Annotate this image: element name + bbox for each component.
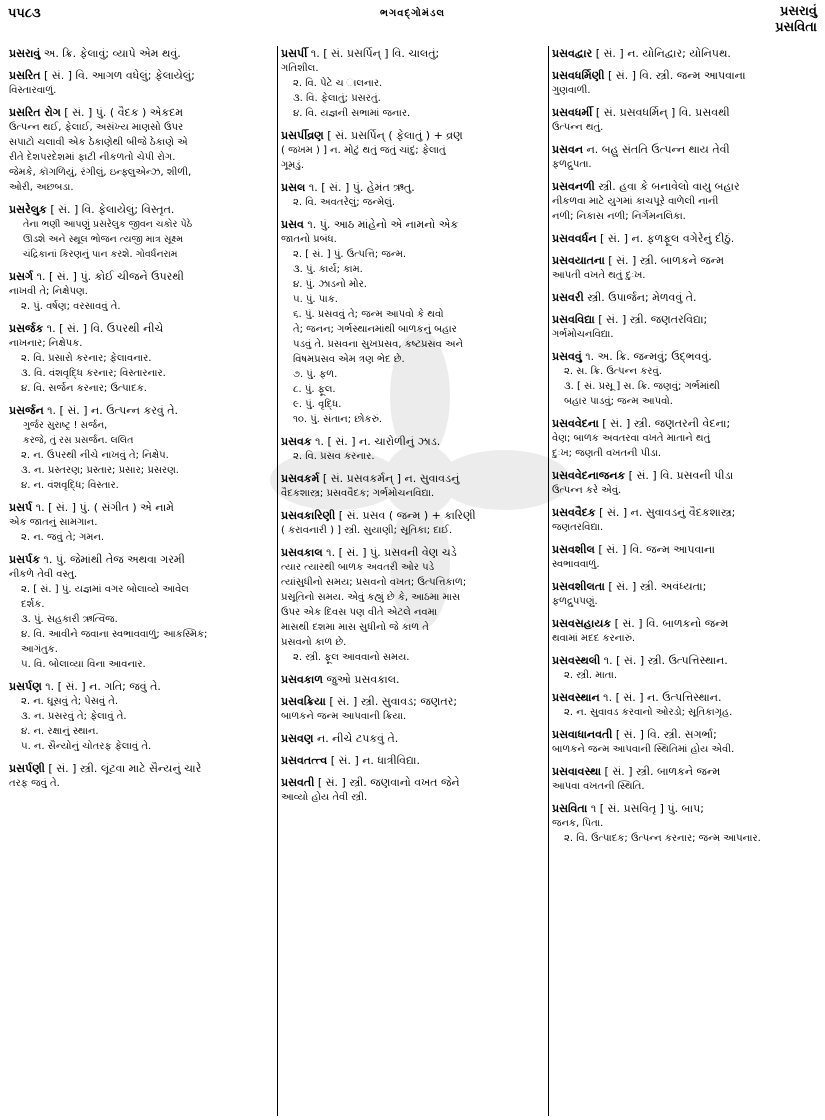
entry-sense: ૨. ન. ઉપરથી નીચે નાખવું તે; નિક્ષેપ.	[21, 450, 169, 461]
entry-line-headword: પ્રસવવેદના [ સં. ] સ્ત્રી. જણતરની વેદના;	[552, 417, 731, 430]
entry-sense: ૪. વિ. સર્જન કરનાર; ઉત્પાદક.	[21, 383, 147, 394]
entry-sense: ૨. ન. સુવાવડ કરવાનો ઓરડો; સૂતિકાગૃહ.	[564, 707, 733, 718]
entry-line-headword: પ્રસવતી [ સં. ] સ્ત્રી. જણવાનો વખત જેને	[281, 776, 460, 789]
entry-line-headword: પ્રસરિત રોગ [ સં. ] પું. ( વૈદક ) એકદમ	[9, 106, 184, 119]
dictionary-entry	[281, 731, 545, 746]
dictionary-entry	[552, 290, 816, 305]
entry-line-headword: પ્રસર્પી ૧. [ સં. પ્રસર્પિન્ ] વિ. ચાલતું;	[281, 47, 440, 60]
entry-sense: ૯. પું. વૃદ્ધિ.	[293, 399, 342, 410]
entry-line-headword: પ્રસવ ૧. પું. આઠ માંહેનો એ નામનો એક	[281, 218, 459, 231]
page-number: પપ૮૩	[8, 6, 41, 21]
headword: પ્રસવસ્થલી	[552, 654, 601, 667]
headword: પ્રસર્જન	[9, 404, 44, 417]
entry-line: ઓરી, અછબડા.	[9, 182, 74, 193]
dictionary-entry	[281, 180, 545, 210]
entry-line: દુઃખ; જણતી વખતની પીડા.	[552, 448, 662, 459]
headword: પ્રસવન	[552, 143, 584, 156]
entry-line-headword: પ્રસવાધાનવતી [ સં. ] વિ. સ્ત્રી. સગર્ભા;	[552, 728, 717, 741]
dictionary-entry	[9, 403, 274, 493]
column-left	[6, 46, 277, 1116]
entry-sense: ૨. સ. ક્રિ. ઉત્પન્ન કરવું.	[564, 366, 662, 377]
dictionary-entry	[281, 672, 545, 687]
headword: પ્રસરિત	[9, 69, 41, 82]
headword: પ્રસવનળી	[552, 180, 595, 193]
entry-sense: ૬. પું. પ્રસવવું તે; જન્મ આપવો કે થવો	[293, 309, 444, 320]
dictionary-entry	[552, 46, 816, 61]
dictionary-entry	[9, 552, 274, 672]
entry-line-headword: પ્રસરાવું અ. ક્રિ. ફેલાવું; વ્યાપે એમ થવું.	[9, 47, 181, 60]
entry-sense: ૩. ન. પ્રસરવું તે; ફેલાવું તે.	[21, 711, 127, 722]
dictionary-entry	[9, 68, 274, 98]
dictionary-entry	[9, 321, 274, 396]
entry-line: નીકળવા માટે યુગમાં કાચપૂરે વાળેલી નાની	[552, 196, 719, 207]
entry-line: નળી; નિકાસ નળી; નિર્ગમનલિકા.	[552, 211, 686, 222]
headword: પ્રસવવૈદક	[552, 506, 596, 519]
entry-line: જણતરવિદ્યા.	[552, 522, 604, 533]
entry-line: બાળકને જન્મ આપવાની ક્રિયા.	[281, 711, 407, 722]
entry-sense: ૨. ન. ઘૂસવું તે; પેસવું તે.	[21, 696, 119, 707]
entry-line: ઉપર એક દિવસ પણ વીતે એટલે નવમા	[281, 607, 438, 618]
headword: પ્રસરિત રોગ	[9, 106, 61, 119]
dictionary-entry	[552, 416, 816, 461]
entry-line-headword: પ્રસર્જક ૧. [ સં. ] વિ. ઉપરથી નીચે	[9, 322, 164, 335]
dictionary-entry	[281, 694, 545, 724]
entry-line-headword: પ્રસવકાળ જુઓ પ્રસવકાલ.	[281, 673, 400, 686]
headword: પ્રસવસહાયક	[552, 617, 612, 630]
entry-line: પ્રસૂતિનો સમય. એવું કહ્યું છે કે, આઠમા માસ	[281, 592, 461, 603]
entry-line: આપતી વખતે થતું દુઃખ.	[552, 270, 646, 281]
entry-line-headword: પ્રસર્પણ ૧. [ સં. ] ન. ગતિ; જવું તે.	[9, 680, 161, 693]
entry-line-headword: પ્રસવક્રિયા [ સં. ] સ્ત્રી. સુવાવડ; જણતર;	[281, 695, 458, 708]
entry-sense: ૨. ન. જવું તે; ગમન.	[21, 532, 105, 543]
dictionary-entry	[281, 775, 545, 805]
entry-line: ગૂમડું.	[281, 160, 305, 171]
headword: પ્રસવધર્મિણી	[552, 69, 605, 82]
entry-sense: ૨. વિ. પેટે ચ ાલનાર.	[293, 78, 383, 89]
entry-sense: પડવું તે. પ્રસવના સુખપ્રસવ, કષ્ટપ્રસવ અને	[293, 339, 464, 350]
entry-quotation: ચંદ્રિકાનાં કિરણનું પાન કરશે. ગોવર્ધનરામ	[23, 249, 178, 260]
headword: પ્રસવવિદ્યા	[552, 313, 595, 326]
entry-sense: ૫. પું. પાક.	[293, 294, 338, 305]
entry-line: રીતે દેશપરદેશમાં ફાટી નીકળતો ચેપી રોગ.	[9, 152, 176, 163]
headword: પ્રસવક	[281, 435, 312, 448]
entry-sense: ૩. વિ. વંશવૃદ્ધિ કરનાર; વિસ્તારનાર.	[21, 368, 166, 379]
entry-line: જનક, પિતા.	[552, 818, 604, 829]
entry-line: ફળદ્રુપતા.	[552, 159, 592, 170]
entry-quotation: કરજે, તું રસ પ્રસર્જન. લલિત	[23, 435, 134, 446]
entry-line-headword: પ્રસરેલુક [ સં. ] વિ. ફેલાયેલું; વિસ્તૃત.	[9, 203, 175, 216]
headword: પ્રસવવર્ધન	[552, 232, 597, 245]
entry-line: થવામાં મદદ કરનારું.	[552, 633, 636, 644]
entry-sense: ૮. પું. ફૂલ.	[293, 384, 336, 395]
entry-line: ઉત્પન્ન થતું.	[552, 122, 604, 133]
entry-line: એક જાતનું સામગાન.	[9, 517, 98, 528]
entry-sense: ૭. પું. ફળ.	[293, 369, 338, 380]
dictionary-entry	[281, 128, 545, 173]
entry-sense: ૨. વિ. અવતરેલું; જન્મેલું.	[293, 197, 396, 208]
headword: પ્રસવસ્થાન	[552, 691, 600, 704]
headword: પ્રસવદ્વાર	[552, 47, 593, 60]
guide-word-top: પ્રસરાવું	[780, 4, 817, 19]
entry-sense: ૩. પું. સહકારી ઋત્વિજ.	[21, 614, 118, 625]
entry-sense: ૩. પું. કાર્ય; કામ.	[293, 264, 363, 275]
entry-line-headword: પ્રસવકાલ ૧. [ સં. ] પું. પ્રસવની વેણ ચડે	[281, 546, 457, 559]
entry-line-headword: પ્રસર્ગ ૧. [ સં. ] પું. કોઈ ચીજને ઉપરથી	[9, 270, 184, 283]
book-title: ભગવદ્ગોમંડલ	[379, 8, 446, 19]
entry-sense: બહાર પાડવું; જન્મ આપવો.	[564, 396, 673, 407]
dictionary-entry	[552, 616, 816, 646]
entry-sense: ૨. વિ. ઉત્પાદક; ઉત્પન્ન કરનાર; જન્મ આપનાર.	[564, 833, 761, 844]
entry-line-headword: પ્રસવયાતના [ સં. ] સ્ત્રી. બાળકને જન્મ	[552, 254, 724, 267]
entry-sense: ૨. [ સં. ] પું. ઉત્પત્તિ; જન્મ.	[293, 249, 407, 260]
entry-sense: ૪. વિ. યજ્ઞની સભામાં જનાર.	[293, 108, 411, 119]
headword: પ્રસવશીલતા	[552, 580, 605, 593]
entry-line-headword: પ્રસવદ્વાર [ સં. ] ન. યોનિદ્વાર; યોનિપથ.	[552, 47, 731, 60]
entry-line-headword: પ્રસર્જન ૧. [ સં. ] ન. ઉત્પન્ન કરવું તે.	[9, 404, 179, 417]
entry-line-headword: પ્રસવાવસ્થા [ સં. ] સ્ત્રી. બાળકને જન્મ	[552, 765, 721, 778]
entry-line: ત્યાંસુધીનો સમય; પ્રસવનો વખત; ઉત્પત્તિકાળ;	[281, 577, 467, 588]
entry-line: વિસ્તારવાળું.	[9, 85, 57, 96]
entry-line: ગતિશીલ.	[281, 63, 319, 74]
dictionary-entry	[552, 690, 816, 720]
guide-word-bottom: પ્રસવિતા	[775, 20, 817, 35]
entry-line-headword: પ્રસવન ન. બહુ સંતતિ ઉત્પન્ન થાય તેવી	[552, 143, 730, 156]
entry-quotation: ઊડશે અને સ્થૂલ ભોજન ત્યજી માત્ર સૂક્ષ્મ	[23, 234, 184, 245]
entry-line-headword: પ્રસવસ્થાન ૧. [ સં. ] ન. ઉત્પત્તિસ્થાન.	[552, 691, 722, 704]
dictionary-entry	[552, 231, 816, 246]
dictionary-entry	[552, 468, 816, 498]
headword: પ્રસવકારિણી	[281, 509, 336, 522]
entry-line-headword: પ્રસવક ૧. [ સં. ] ન. ચારોળીનું ઝાડ.	[281, 435, 441, 448]
entry-sense: આગંતુક.	[21, 644, 58, 655]
entry-sense: ૨. [ સં. ] પું. યજ્ઞમાં વગર બોલાવ્યે આવેલ	[21, 584, 189, 595]
headword: પ્રસર્પક	[9, 553, 40, 566]
entry-line: માસથી દશમા માસ સુધીનો જે કાળ તે	[281, 622, 429, 633]
entry-line: ( જખમ ) ] ન. મોટું થતું જતું ચાંદું; ફેલાતું	[281, 145, 446, 156]
entry-line: ગુણવાળી.	[552, 85, 591, 96]
headword: પ્રસરેલુક	[9, 203, 47, 216]
entry-sense: ૧૦. પું. સંતાન; છોકરું.	[293, 414, 383, 425]
headword: પ્રસલ	[281, 181, 306, 194]
guide-words	[775, 4, 817, 36]
entry-sense: ૨. વિ. પ્રસારો કરનાર; ફેલાવનાર.	[21, 353, 152, 364]
dictionary-entry	[9, 269, 274, 314]
dictionary-entry	[281, 545, 545, 665]
entry-line-headword: પ્રસવધર્મિણી [ સં. ] વિ. સ્ત્રી. જન્મ આપવાના	[552, 69, 746, 82]
dictionary-entry	[552, 505, 816, 535]
entry-line: નીકળે તેવી વસ્તુ.	[9, 569, 78, 580]
entry-sense: ૫. ન. સૈન્યોનું ચોતરફ ફેલાવું તે.	[21, 741, 152, 752]
entry-line: નાખવી તે; નિક્ષેપણ.	[9, 286, 88, 297]
entry-line: આપવા વખતની સ્થિતિ.	[552, 781, 645, 792]
column-right	[548, 46, 819, 1116]
entry-sense: ૨. વિ. પ્રસવ કરનાર.	[293, 451, 375, 462]
entry-line-headword: પ્રસવકારિણી [ સં. પ્રસવ ( જન્મ ) + કારિણી	[281, 509, 476, 522]
dictionary-entry	[552, 542, 816, 572]
entry-line-headword: પ્રસવિતા ૧ [ સં. પ્રસવિતૃ ] પું. બાપ;	[552, 802, 704, 815]
dictionary-columns	[6, 46, 819, 1116]
entry-sense: ૫. વિ. બોલાવ્યા વિના આવનાર.	[21, 659, 146, 670]
entry-line: ફળદ્રુપપણું.	[552, 596, 598, 607]
entry-line-headword: પ્રસવવર્ધન [ સં. ] ન. ફળફૂલ વગેરેનું દીઠું.	[552, 232, 735, 245]
dictionary-entry	[552, 349, 816, 409]
entry-sense: ૩. ન. પ્રસ્તરણ; પ્રસ્તાર; પ્રસાર; પ્રસરણ.	[21, 465, 179, 476]
entry-sense: તે; જનન; ગર્ભસ્થાનમાંથી બાળકનું બહાર	[293, 324, 457, 335]
dictionary-entry	[9, 202, 274, 262]
dictionary-entry	[552, 727, 816, 757]
headword: પ્રસવવું	[552, 350, 582, 363]
entry-line: સ્વભાવવાળું.	[552, 559, 600, 570]
headword: પ્રસવ	[281, 218, 304, 231]
entry-line-headword: પ્રસર્પણી [ સં. ] સ્ત્રી. લૂંટવા માટે સૈન્યનું ચારે	[9, 762, 202, 775]
entry-line: આવ્યો હોય તેવી સ્ત્રી.	[281, 792, 368, 803]
headword: પ્રસર્પીવ્રણ	[281, 129, 324, 142]
dictionary-entry	[281, 471, 545, 501]
dictionary-entry	[9, 46, 274, 61]
headword: પ્રસવાવસ્થા	[552, 765, 602, 778]
headword: પ્રસર્ગ	[9, 270, 34, 283]
headword: પ્રસવકર્મ	[281, 472, 320, 485]
headword: પ્રસવતી	[281, 776, 315, 789]
dictionary-entry	[552, 579, 816, 609]
entry-line: બાળકને જન્મ આપવાની સ્થિતિમાં હોય એવી.	[552, 744, 735, 755]
entry-line-headword: પ્રસવશીલ [ સં. ] વિ. જન્મ આપવાના	[552, 543, 715, 556]
headword: પ્રસવવેદનાજનક	[552, 469, 626, 482]
dictionary-entry	[9, 679, 274, 754]
dictionary-entry	[281, 508, 545, 538]
entry-line: ત્યાર ત્યારથી બાળક અવતરી ઓર પડે	[281, 562, 435, 573]
headword: પ્રસર્પણી	[9, 762, 45, 775]
headword: પ્રસવણ	[281, 732, 314, 745]
headword: પ્રસવિતા	[552, 802, 588, 815]
column-middle	[277, 46, 548, 1116]
entry-line-headword: પ્રસરિત [ સં. ] વિ. આગળ વધેલું; ફેલાયેલું;	[9, 69, 195, 82]
headword: પ્રસવરી	[552, 291, 584, 304]
dictionary-entry	[552, 105, 816, 135]
dictionary-entry	[9, 500, 274, 545]
headword: પ્રસર્જક	[9, 322, 44, 335]
dictionary-entry	[9, 761, 274, 791]
entry-line: પ્રસવનો કાળ છે.	[281, 637, 347, 648]
entry-sense: ૨. સ્ત્રી. ફૂલ આવવાનો સમય.	[293, 652, 410, 663]
entry-line: વૈદકશાસ્ત્ર; પ્રસવવૈદક; ગર્ભમોચનવિદ્યા.	[281, 488, 435, 499]
entry-line: ( કરાવનારી ) ] સ્ત્રી. સુયાણી; સૂતિકા; દાઈ.	[281, 525, 453, 536]
headword: પ્રસર્પણ	[9, 680, 42, 693]
entry-sense: ૨. પું. વર્ષણ; વરસાવવું તે.	[21, 301, 121, 312]
headword: પ્રસવકાલ	[281, 546, 323, 559]
entry-line-headword: પ્રસવવિદ્યા [ સં. ] સ્ત્રી. જણતરવિદ્યા;	[552, 313, 708, 326]
headword: પ્રસવધર્મી	[552, 106, 593, 119]
entry-line: તરફ જવું તે.	[9, 778, 60, 789]
entry-sense: વિષમપ્રસવ એમ ત્રણ ભેદ છે.	[293, 354, 405, 365]
dictionary-entry	[552, 253, 816, 283]
dictionary-entry	[552, 653, 816, 683]
entry-line-headword: પ્રસવશીલતા [ સં. ] સ્ત્રી. અવંધ્યતા;	[552, 580, 707, 593]
entry-line-headword: પ્રસવધર્મી [ સં. પ્રસવધર્મિન્ ] વિ. પ્રસવથી	[552, 106, 730, 119]
entry-line-headword: પ્રસવતત્ત્વ [ સં. ] ન. ધાત્રીવિદ્યા.	[281, 754, 420, 767]
dictionary-entry	[552, 142, 816, 172]
dictionary-entry	[281, 434, 545, 464]
entry-line-headword: પ્રસલ ૧. [ સં. ] પું. હેમંત ઋતુ.	[281, 181, 415, 194]
entry-line: નાખનાર; નિક્ષેપક.	[9, 338, 83, 349]
headword: પ્રસવવેદના	[552, 417, 599, 430]
entry-quotation: ગુર્જર સુરાષ્ટ્ર ! સર્જન,	[23, 420, 108, 431]
dictionary-entry	[552, 312, 816, 342]
entry-line-headword: પ્રસર્પ ૧. [ સં. ] પું. ( સંગીત ) એ નામે	[9, 501, 174, 514]
entry-line: ઉત્પન્ન થઈ, ફેલાઈ, અસંખ્ય માણસો ઉપર	[9, 122, 184, 133]
entry-line-headword: પ્રસવનળી સ્ત્રી. હવા કે બનાવેલો વાયુ બહાર	[552, 180, 740, 193]
entry-line: જાતનો પ્રબંધ.	[281, 234, 337, 245]
entry-sense: ૪. વિ. આવીને જવાના સ્વભાવવાળું; આકસ્મિક;	[21, 629, 208, 640]
headword: પ્રસવાધાનવતી	[552, 728, 613, 741]
headword: પ્રસવશીલ	[552, 543, 595, 556]
entry-sense: દર્શક.	[21, 599, 45, 610]
entry-line-headword: પ્રસવવેદનાજનક [ સં. ] વિ. પ્રસવની પીડા	[552, 469, 734, 482]
headword: પ્રસવક્રિયા	[281, 695, 326, 708]
entry-line-headword: પ્રસવસહાયક [ સં. ] વિ. બાળકનો જન્મ	[552, 617, 729, 630]
headword: પ્રસરાવું	[9, 47, 41, 60]
dictionary-entry	[552, 179, 816, 224]
entry-sense: ૪. ન. વંશવૃદ્ધિ; વિસ્તાર.	[21, 480, 119, 491]
dictionary-entry	[281, 753, 545, 768]
dictionary-entry	[281, 46, 545, 121]
dictionary-entry	[552, 764, 816, 794]
entry-line: ગર્ભમોચનવિદ્યા.	[552, 329, 614, 340]
entry-line: ઉત્પન્ન કરે એવું.	[552, 485, 622, 496]
dictionary-entry	[9, 105, 274, 195]
entry-sense: ૪. પું. ઝાડનો મોર.	[293, 279, 367, 290]
entry-line-headword: પ્રસવવૈદક [ સં. ] ન. સુવાવડનું વૈદકશાસ્ત્ર;	[552, 506, 736, 519]
entry-line-headword: પ્રસવરી સ્ત્રી. ઉપાર્જન; મેળવવું તે.	[552, 291, 697, 304]
entry-sense: ૩. વિ. ફેલાતું; પ્રસરતું.	[293, 93, 381, 104]
headword: પ્રસર્પી	[281, 47, 308, 60]
entry-sense: ૩. [ સં. પ્રસૂ ] સ. ક્રિ. જણવું; ગર્ભમાંથી	[564, 381, 720, 392]
entry-line-headword: પ્રસર્પીવ્રણ [ સં. પ્રસર્પિન્ ( ફેલાતું ) + વ્રણ	[281, 129, 463, 142]
entry-line: વેણ; બાળક અવતરવા વખતે માતાને થતું	[552, 433, 711, 444]
entry-line-headword: પ્રસર્પક ૧. પું. જેમાંથી તેજ અથવા ગરમી	[9, 553, 185, 566]
headword: પ્રસવયાતના	[552, 254, 605, 267]
entry-line-headword: પ્રસવસ્થલી ૧. [ સં. ] સ્ત્રી. ઉત્પત્તિસ્થાન.	[552, 654, 728, 667]
entry-line-headword: પ્રસવણ ન. નીચે ટપકવું તે.	[281, 732, 399, 745]
page-header	[8, 4, 817, 44]
dictionary-entry	[552, 801, 816, 846]
entry-line-headword: પ્રસવકર્મ [ સં. પ્રસવકર્મન્ ] ન. સુવાવડનું	[281, 472, 460, 485]
entry-quotation: તેના ભણી આપણું પ્રસરેલુક જીવન ચકોર પેઠે	[23, 219, 193, 230]
entry-line: જેમકે, કૉગળિયું, રંગીલું, ઇન્ફ્લુએન્ઝ, શીળી,	[9, 167, 192, 178]
headword: પ્રસવતત્ત્વ	[281, 754, 328, 767]
entry-line-headword: પ્રસવવું ૧. અ. ક્રિ. જન્મવું; ઉદ્ભવવું.	[552, 350, 712, 363]
headword: પ્રસવકાળ	[281, 673, 323, 686]
headword: પ્રસર્પ	[9, 501, 33, 514]
entry-sense: ૨. સ્ત્રી. માતા.	[564, 670, 618, 681]
dictionary-entry	[281, 217, 545, 427]
dictionary-entry	[552, 68, 816, 98]
entry-sense: ૪. ન. રક્ષાનું સ્થાન.	[21, 726, 99, 737]
entry-line: સપાટો ચલાવી એક ઠેકાણેથી બીજે ઠેકાણે એ	[9, 137, 188, 148]
